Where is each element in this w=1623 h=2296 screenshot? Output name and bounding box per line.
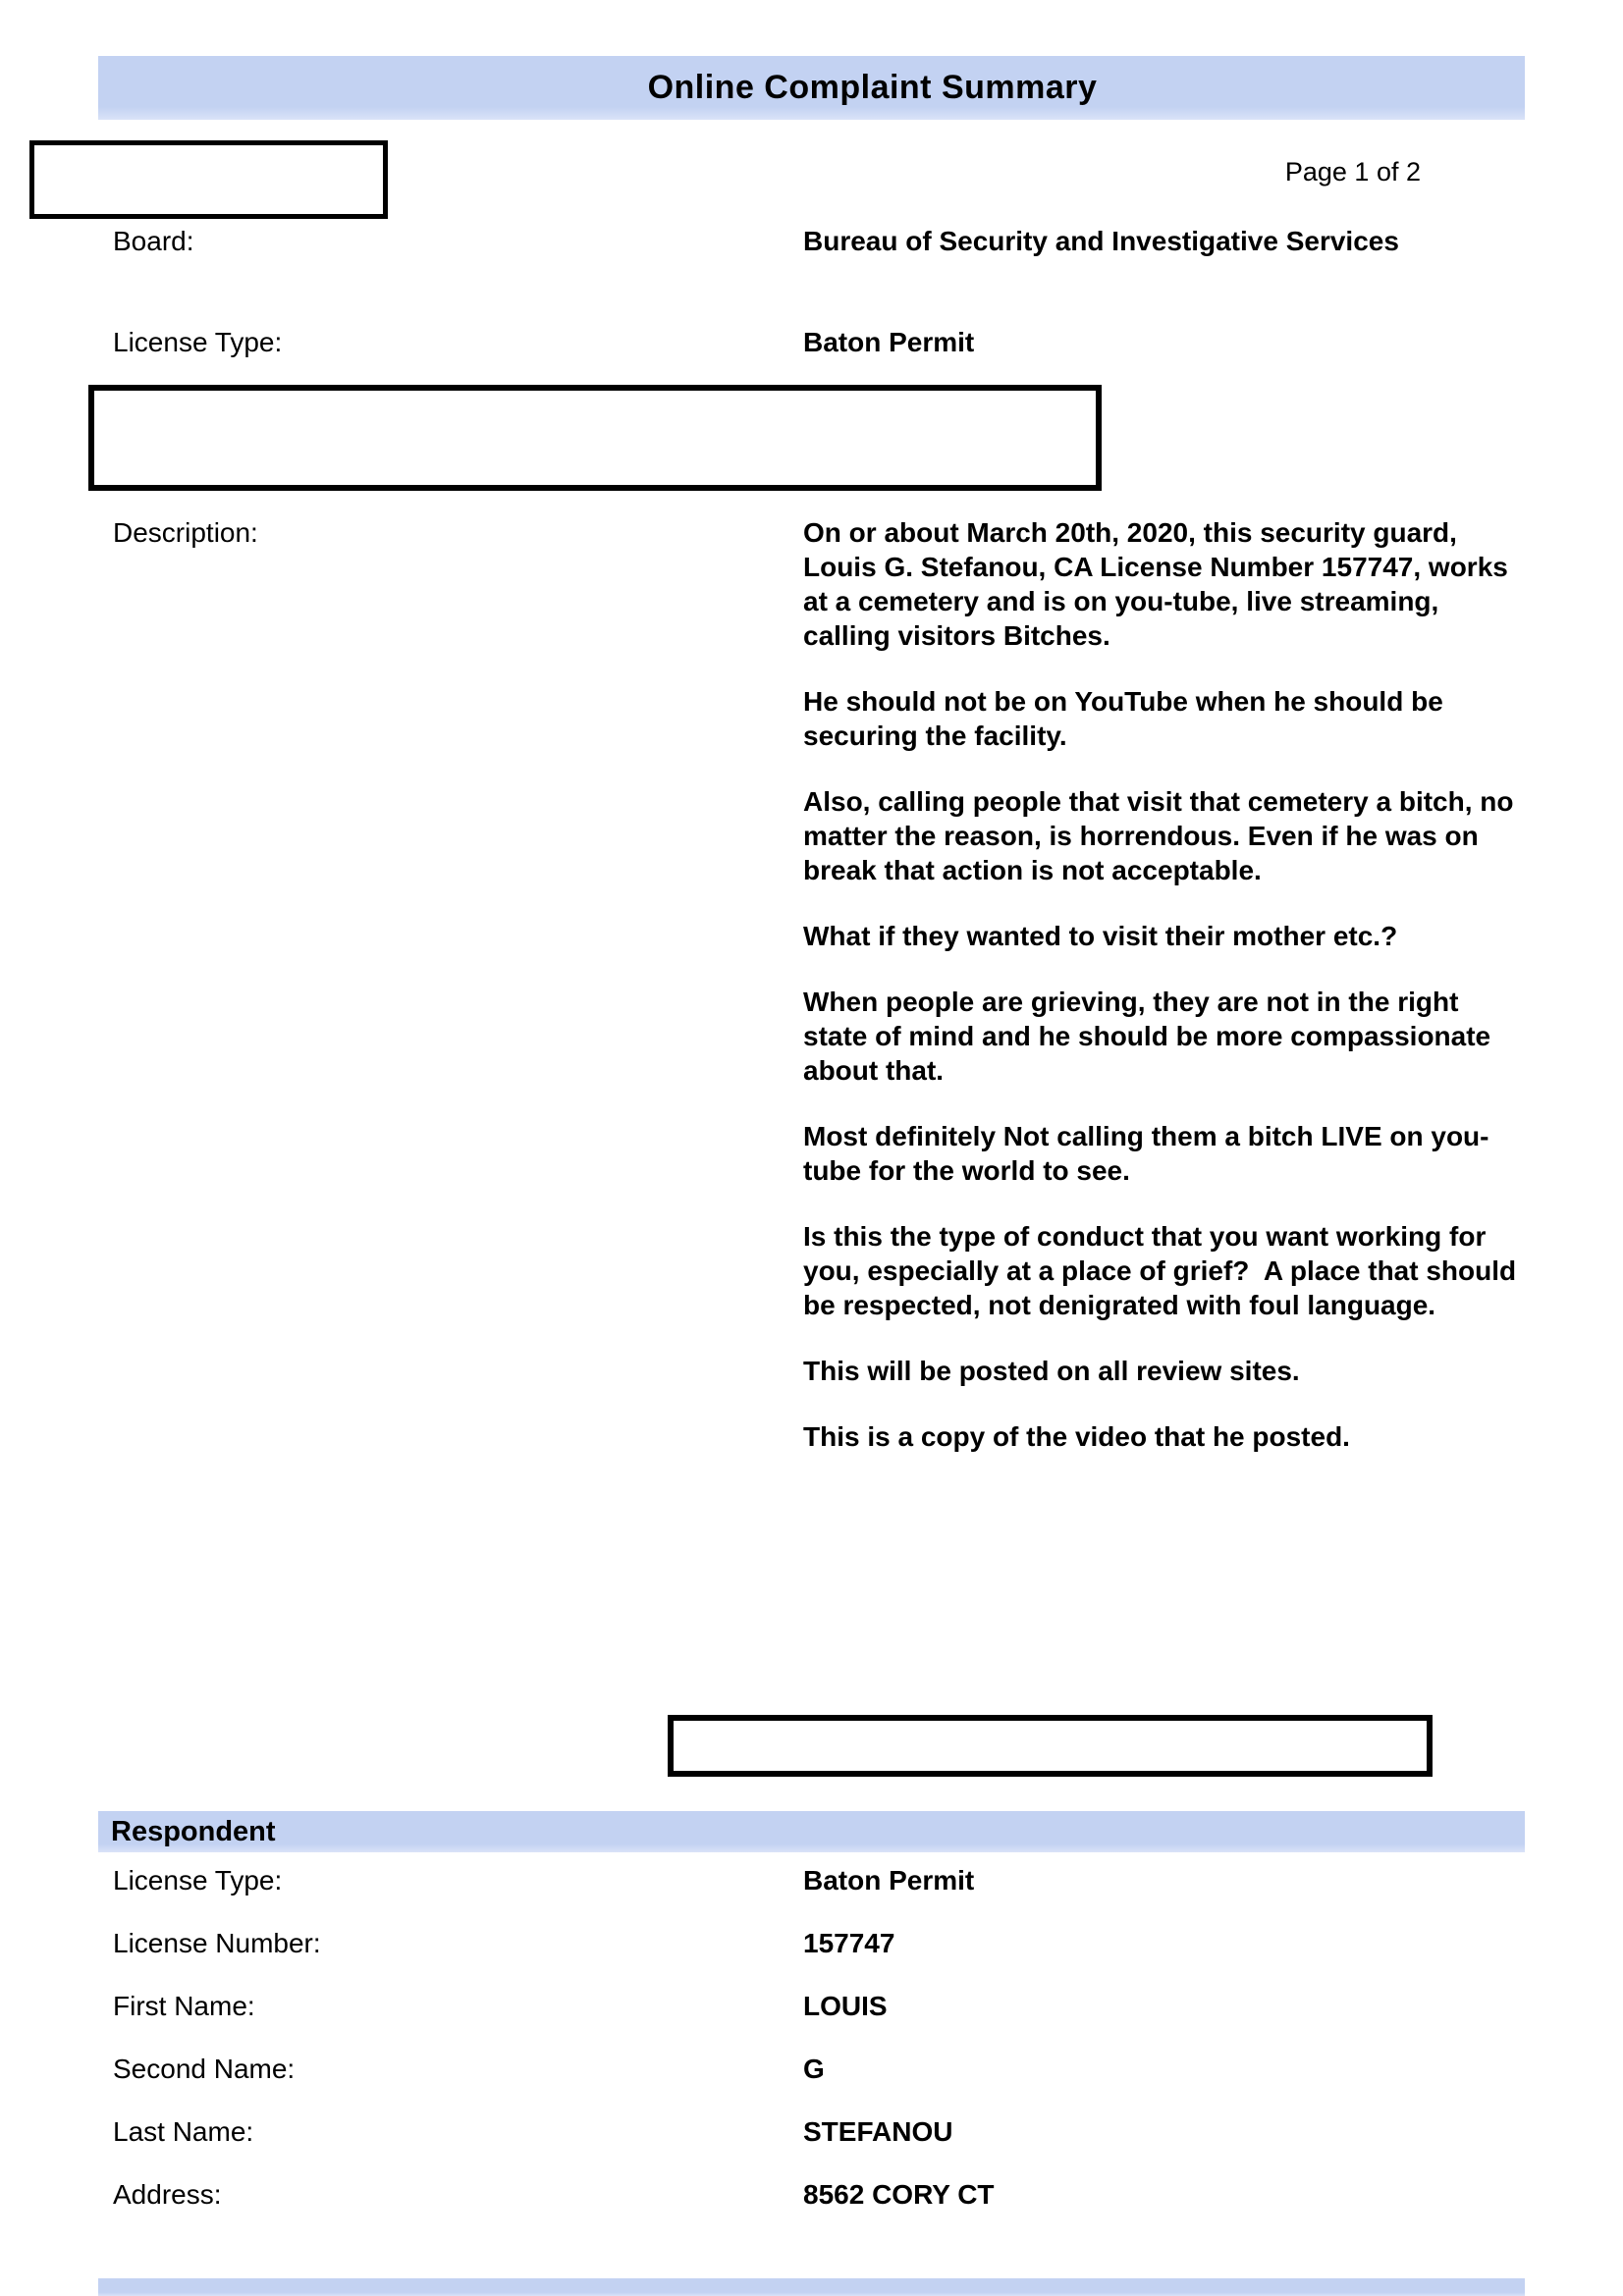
document-header-bar xyxy=(98,56,1525,120)
respondent-section-title: Respondent xyxy=(111,1815,276,1847)
field-label: License Type: xyxy=(113,327,283,357)
description-label: Description: xyxy=(113,517,258,548)
field-value: Baton Permit xyxy=(803,327,975,357)
description-paragraph: When people are grieving, they are not in the right state of mind and he should be more compassionate about that. xyxy=(803,987,1498,1086)
description-paragraph: This will be posted on all review sites. xyxy=(803,1356,1300,1386)
field-label: Last Name: xyxy=(113,2116,254,2147)
description-text xyxy=(803,515,1524,1454)
field-label: Second Name: xyxy=(113,2054,296,2084)
redaction-box-video-attachment xyxy=(668,1715,1433,1777)
redaction-box-top-left xyxy=(29,140,388,219)
description-paragraph: Most definitely Not calling them a bitch LIVE on you-tube for the world to see. xyxy=(803,1121,1489,1186)
next-section-bar-cutoff xyxy=(98,2278,1525,2296)
field-label: License Number: xyxy=(113,1928,321,1958)
description-paragraph: This is a copy of the video that he posted. xyxy=(803,1421,1350,1452)
description-paragraph: He should not be on YouTube when he should be securing the facility. xyxy=(803,686,1451,751)
description-paragraph: On or about March 20th, 2020, this security guard, Louis G. Stefanou, CA License Number 157747, works at a cemetery and is on you-tube, live streaming, calling visitors Bitches. xyxy=(803,517,1516,651)
field-value: G xyxy=(803,2054,825,2084)
respondent-section-bar xyxy=(98,1811,1525,1852)
field-value: Bureau of Security and Investigative Services xyxy=(803,226,1399,256)
field-label: First Name: xyxy=(113,1991,255,2021)
description-paragraph: What if they wanted to visit their mother etc.? xyxy=(803,921,1398,951)
field-value: Baton Permit xyxy=(803,1865,975,1896)
field-label: License Type: xyxy=(113,1865,283,1896)
field-label: Address: xyxy=(113,2179,222,2210)
field-value: 8562 CORY CT xyxy=(803,2179,995,2210)
document-title: Online Complaint Summary xyxy=(647,69,1098,106)
page-number-indicator: Page 1 of 2 xyxy=(1284,157,1421,187)
field-value: LOUIS xyxy=(803,1991,888,2021)
description-paragraph: Is this the type of conduct that you want working for you, especially at a place of grief? A place that should be respected, not denigrated with foul language. xyxy=(803,1221,1524,1320)
field-value: STEFANOU xyxy=(803,2116,953,2147)
field-value: 157747 xyxy=(803,1928,895,1958)
field-label: Board: xyxy=(113,226,194,256)
description-paragraph: Also, calling people that visit that cemetery a bitch, no matter the reason, is horrendous. Even if he was on break that action is not acceptable. xyxy=(803,786,1522,885)
redaction-box-middle xyxy=(88,385,1102,491)
